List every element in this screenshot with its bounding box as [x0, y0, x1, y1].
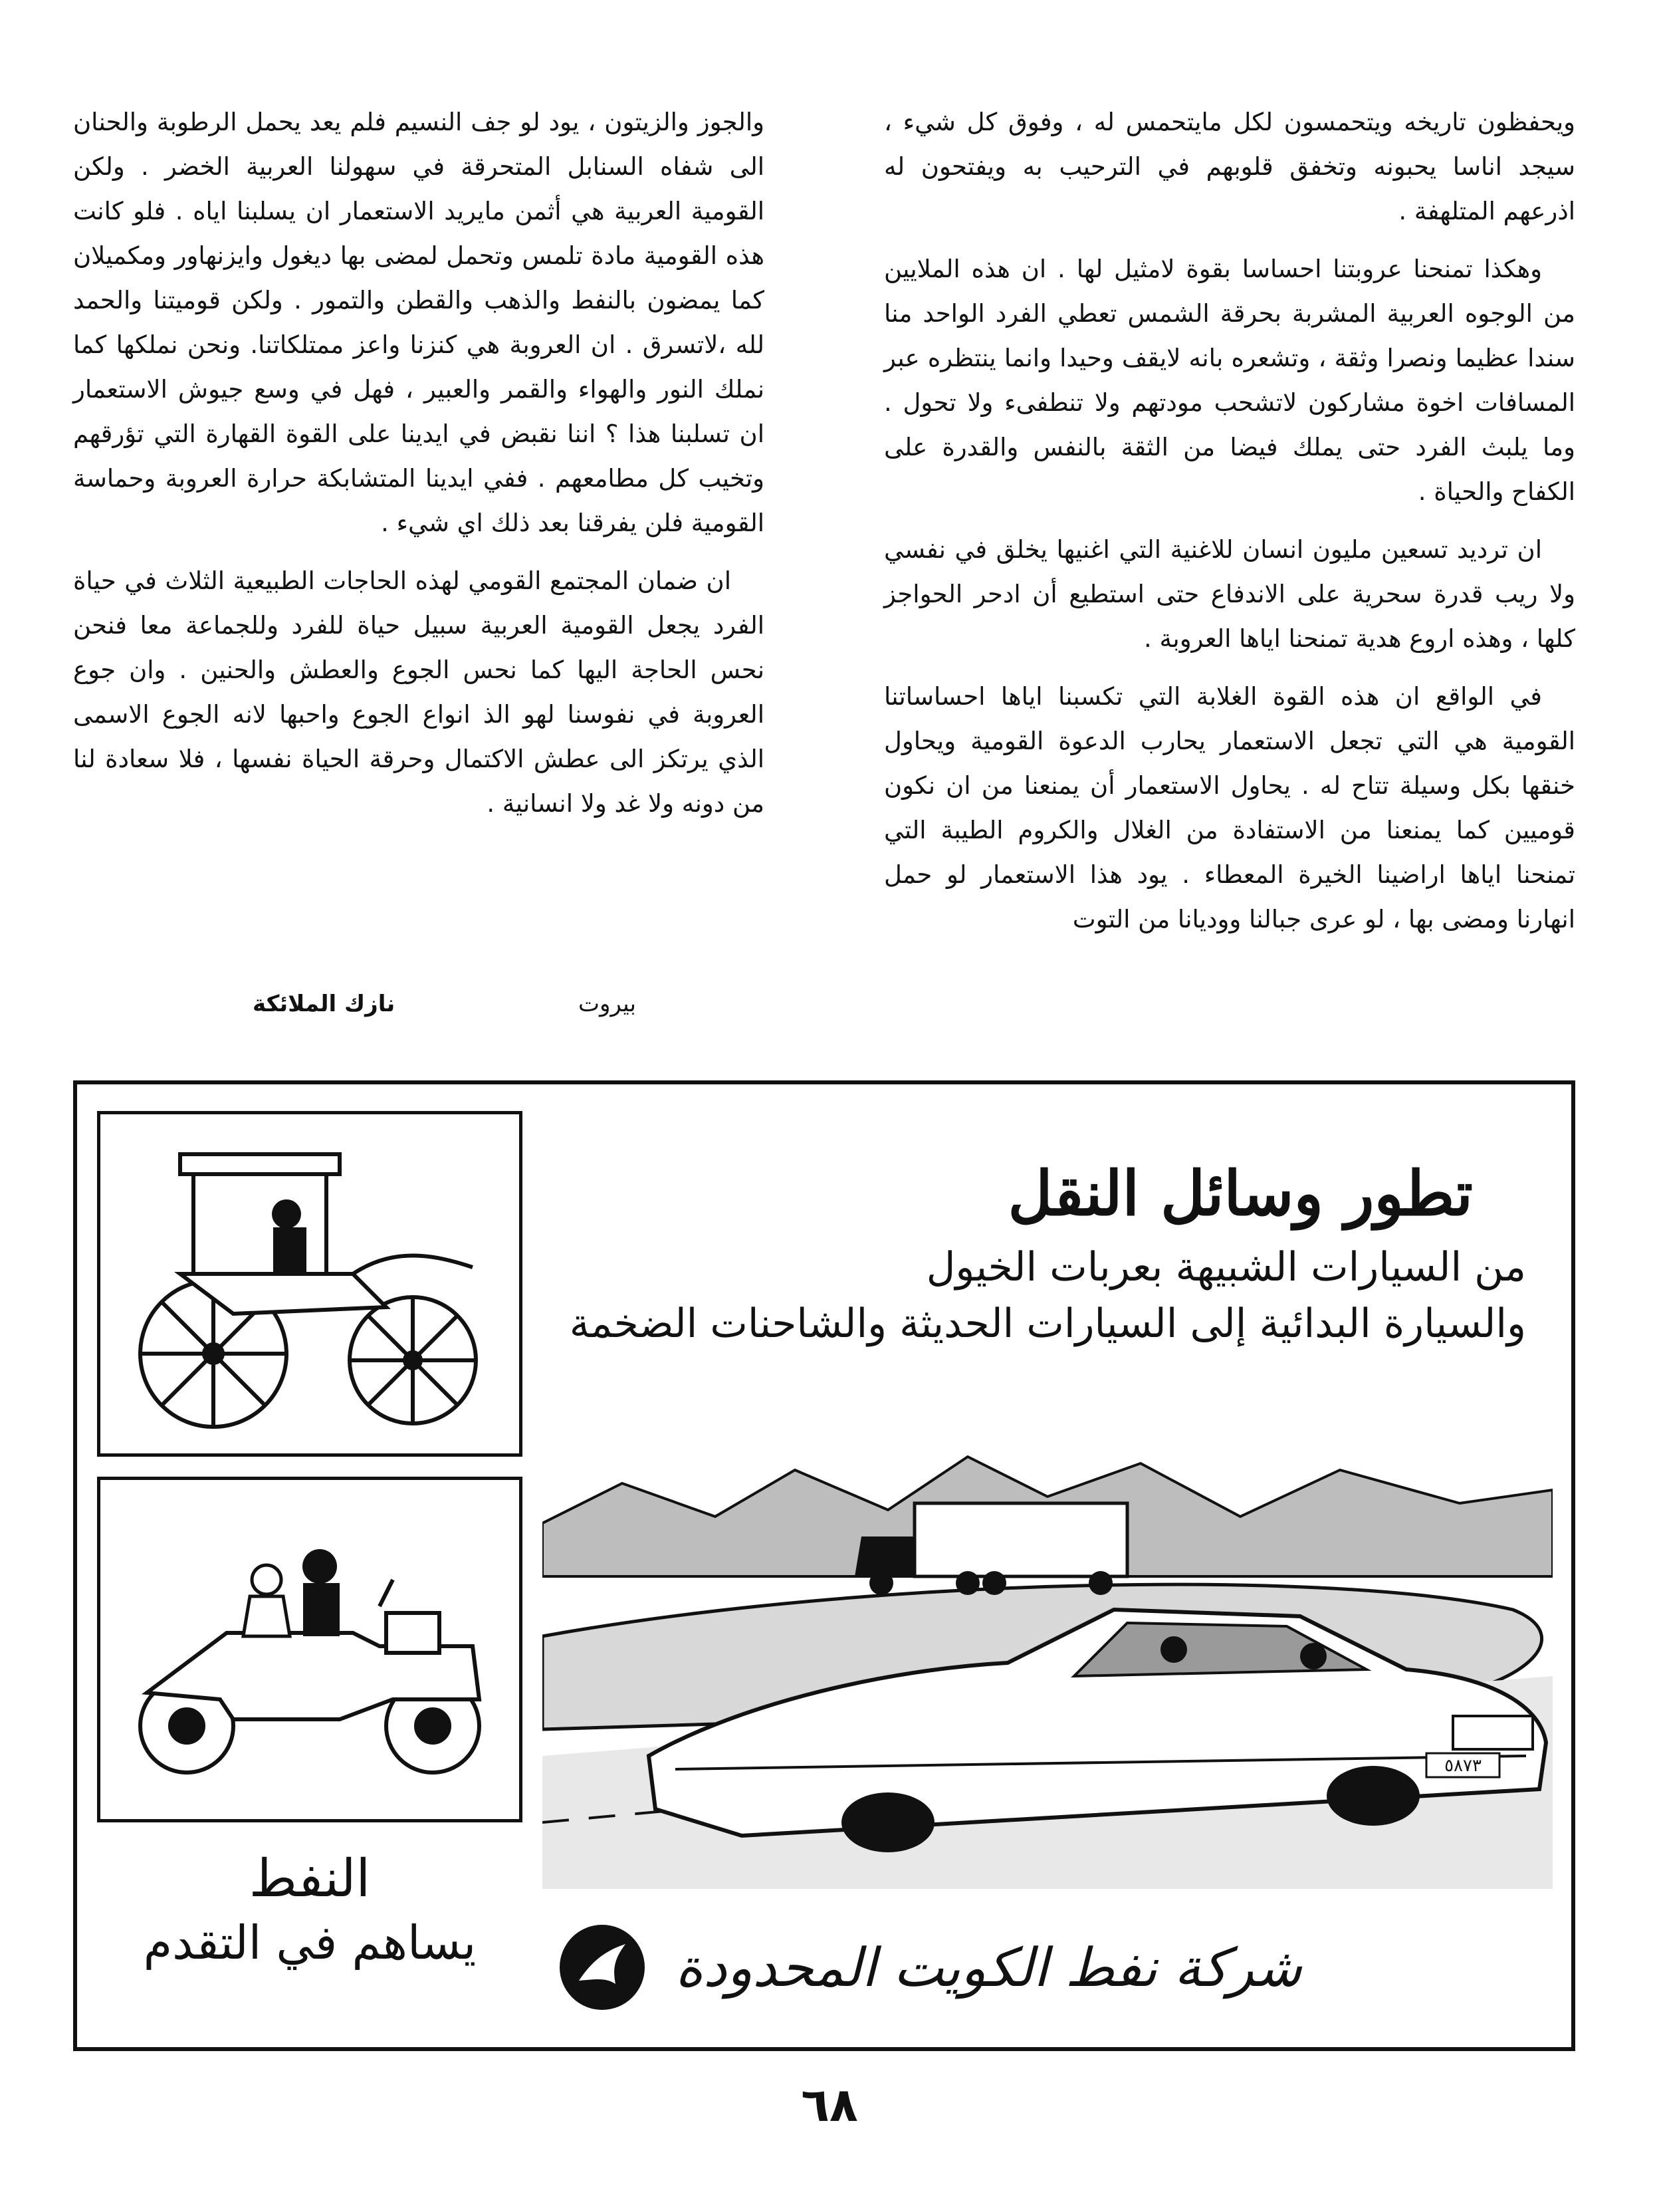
slogan-line-2: يساهم في التقدم — [143, 1915, 477, 1970]
advertisement — [73, 1080, 1575, 2051]
highway-scene-illustration — [542, 1357, 1553, 1889]
ad-subtitle-2: والسيارة البدائية إلى السيارات الحديثة والشاحنات الضخمة — [569, 1300, 1526, 1347]
ad-main-panel — [542, 1104, 1553, 1889]
article-author: نازك الملائكة — [253, 991, 395, 1017]
paragraph: في الواقع ان هذه القوة الغلابة التي تكسبنا اياها احساساتنا القومية هي التي تجعل الاستعمار يحارب الدعوة القومية ويحاول خنقها بكل وسيلة تتاح له . يحاول الاستعمار أن يمنعنا من ان نكون قوميين كما يمنعنا من الاستفادة من الغلال والكروم الطيبة التي تمنحنا اياها اراضينا الخيرة المعطاء . يود هذا الاستعمار لو حمل انهارنا ومضى بها ، لو عرى جبالنا ووديانا من التوت — [884, 682, 1575, 933]
ad-subtitle-1: من السيارات الشبيهة بعربات الخيول — [926, 1244, 1526, 1290]
ad-side-panel — [97, 1111, 522, 1970]
paragraph: ويحفظون تاريخه ويتحمسون لكل مايتحمس له ، وفوق كل شيء ، سيجد اناسا يحبونه وتخفق قلوبهم في الترحيب به ويفتحون له اذرعهم المتلهفة . — [884, 108, 1575, 225]
ad-title: تطور وسائل النقل — [1008, 1158, 1473, 1229]
page-number: ٦٨ — [801, 2078, 858, 2132]
article-column-left — [73, 100, 764, 839]
bird-logo-icon — [556, 1921, 649, 2014]
paragraph: والجوز والزيتون ، يود لو جف النسيم فلم يعد يحمل الرطوبة والحنان الى شفاه السنابل المتحرقة في سهولنا العربية الخضر . ولكن القومية العربية هي أثمن مايريد الاستعمار ان يسلبنا اياه . فلو كانت هذه القومية مادة تلمس وتحمل لمضى بها ديغول وايزنهاور ومكميلان كما يمضون بالنفط والذهب والقطن والتمور . ولكن قوميتنا والحمد لله ،لاتسرق . ان العروبة هي كنزنا واعز ممتلكاتنا. ونحن نملكها كما نملك النور والهواء والقمر والعبير ، فهل في وسع جيوش الاستعمار ان تسلبنا هذا ؟ اننا نقبض في ايدينا على القوة القهارة التي تؤرقهم وتخيب كل مطامعهم . ففي ايدينا المتشابكة حرارة العروبة وحماسة القومية فلن يفرقنا بعد ذلك اي شيء . — [73, 108, 764, 537]
ad-company-row — [556, 1914, 1545, 2021]
article-place: بيروت — [578, 991, 636, 1017]
vintage-carriage-car-icon — [97, 1111, 522, 1457]
slogan-line-1: النفط — [249, 1849, 371, 1909]
article-column-right — [884, 100, 1575, 955]
company-name: شركة نفط الكويت المحدودة — [675, 1936, 1302, 1999]
paragraph: ان ترديد تسعين مليون انسان للاغنية التي اغنيها يخلق في نفسي ولا ريب قدرة سحرية على الاندفاع حتى استطيع أن ادحر الحواجز كلها ، وهذه اروع هدية تمنحنا اياها العروبة . — [884, 535, 1575, 653]
article-body — [73, 100, 1575, 1057]
paragraph: وهكذا تمنحنا عروبتنا احساسا بقوة لامثيل لها . ان هذه الملايين من الوجوه العربية المشربة بحرقة الشمس تعطي الفرد الواحد منا سندا عظيما ونصرا وثقة ، وتشعره بانه لايقف وحيدا وانما ينتظره عبر المسافات اخوة مشاركون لاتشحب مودتهم ولا تنطفىء ولا تحول . وما يلبث الفرد حتى يملك فيضا من الثقة بالنفس والقدرة على الكفاح والحياة . — [884, 255, 1575, 506]
ad-slogan — [97, 1849, 522, 1970]
paragraph: ان ضمان المجتمع القومي لهذه الحاجات الطبيعية الثلاث في حياة الفرد يجعل القومية العربية سبيل حياة للفرد وللجماعة معا فنحن نحس الحاجة اليها كما نحس الجوع والعطش والحنين . وان جوع العروبة في نفوسنا لهو الذ انواع الجوع واحبها لانه الجوع الاسمى الذي يرتكز الى عطش الاكتمال وحرقة الحياة نفسها ، فلا سعادة لنا من دونه ولا غد ولا انسانية . — [73, 566, 764, 818]
early-automobile-icon — [97, 1477, 522, 1822]
license-plate: ٥٨٧٣ — [1444, 1756, 1482, 1776]
